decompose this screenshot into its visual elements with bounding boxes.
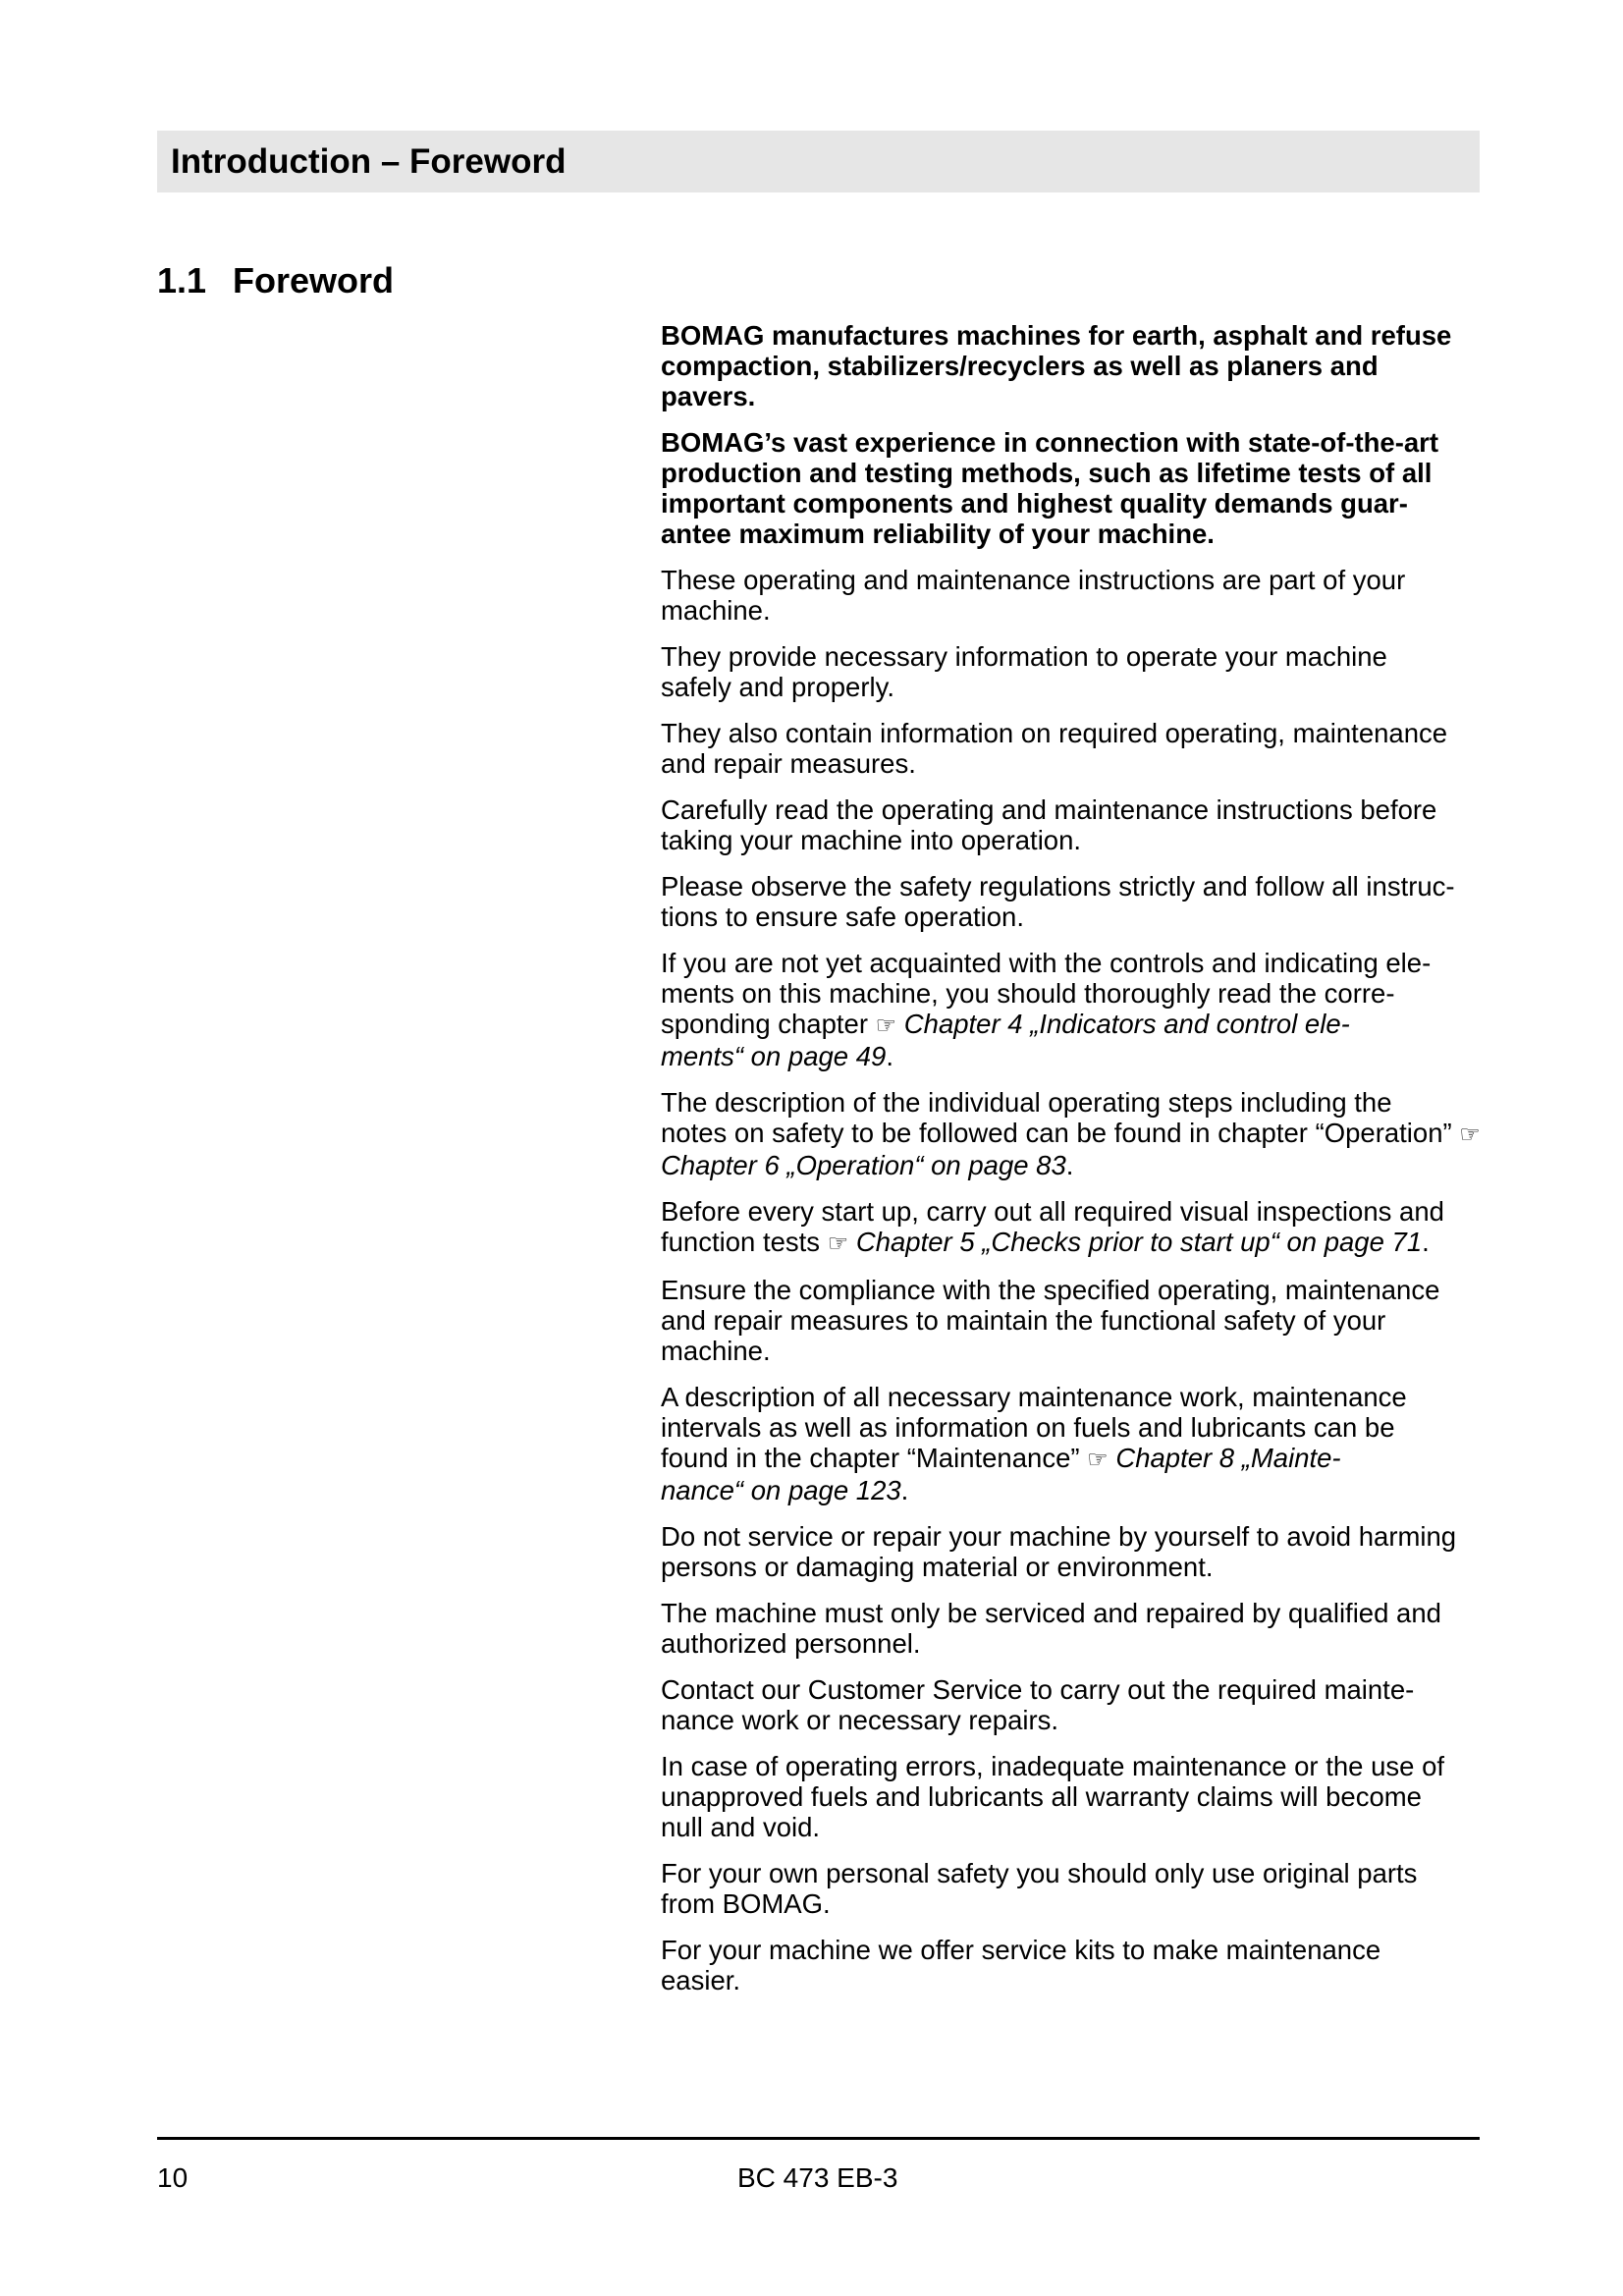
text-line: authorized personnel.	[661, 1628, 921, 1659]
body-paragraph	[661, 641, 1486, 702]
foreword-body	[661, 320, 1486, 2011]
page-number: 10	[157, 2162, 189, 2193]
text-line: easier.	[661, 1965, 741, 1995]
text-line: notes on safety to be followed can be found in chapter “Operation”	[661, 1118, 1452, 1148]
text-line: They also contain information on required operating, maintenance	[661, 718, 1448, 748]
section-heading	[157, 257, 394, 304]
reference-text: Chapter 8 „Mainte-	[1115, 1443, 1341, 1473]
body-paragraph	[661, 1521, 1486, 1582]
text-line: Contact our Customer Service to carry out the required mainte-	[661, 1674, 1415, 1705]
trailing-punctuation: .	[900, 1475, 909, 1505]
text-line: machine.	[661, 595, 771, 626]
trailing-punctuation: .	[1422, 1227, 1430, 1257]
text-line: In case of operating errors, inadequate maintenance or the use of	[661, 1751, 1445, 1781]
text-line: null and void.	[661, 1812, 821, 1842]
text-line: safely and properly.	[661, 672, 894, 702]
body-paragraph	[661, 871, 1486, 932]
text-line: persons or damaging material or environment.	[661, 1552, 1214, 1582]
hand-pointer-icon: ☞	[827, 1230, 849, 1257]
footer-divider	[157, 2137, 1480, 2140]
hand-pointer-icon: ☞	[1459, 1121, 1481, 1148]
text-line: ments on this machine, you should thoroughly read the corre-	[661, 978, 1395, 1009]
body-paragraph	[661, 1382, 1486, 1505]
text-line: machine.	[661, 1336, 771, 1366]
model-designation: BC 473 EB-3	[737, 2162, 898, 2193]
text-line: BOMAG manufactures machines for earth, asphalt and refuse	[661, 320, 1452, 351]
hand-pointer-icon: ☞	[1087, 1447, 1109, 1473]
section-number: 1.1	[157, 260, 207, 301]
body-paragraph	[661, 1674, 1486, 1735]
body-paragraph	[661, 320, 1486, 411]
body-paragraph	[661, 427, 1486, 549]
section-title: Foreword	[233, 260, 395, 301]
text-line: compaction, stabilizers/recyclers as well as planers and	[661, 351, 1379, 381]
trailing-punctuation: .	[1065, 1150, 1074, 1180]
page-header-title: Introduction – Foreword	[171, 142, 567, 181]
reference-text: nance“ on page 123	[661, 1475, 901, 1505]
text-line: Do not service or repair your machine by yourself to avoid harming	[661, 1521, 1457, 1552]
text-line: The machine must only be serviced and repaired by qualified and	[661, 1598, 1441, 1628]
body-paragraph	[661, 1598, 1486, 1659]
reference-text: Chapter 5 „Checks prior to start up“ on page 71	[855, 1227, 1423, 1257]
text-line: Please observe the safety regulations strictly and follow all instruc-	[661, 871, 1455, 902]
hand-pointer-icon: ☞	[875, 1012, 897, 1039]
text-line: sponding chapter	[661, 1009, 868, 1039]
reference-text: ments“ on page 49	[661, 1041, 887, 1071]
text-line: and repair measures to maintain the functional safety of your	[661, 1305, 1386, 1336]
text-line: A description of all necessary maintenance work, maintenance	[661, 1382, 1407, 1412]
chapter-cross-reference-link[interactable]	[828, 1227, 1422, 1257]
text-line: antee maximum reliability of your machine.	[661, 519, 1215, 549]
text-line: Ensure the compliance with the specified operating, maintenance	[661, 1275, 1440, 1305]
reference-text: Chapter 6 „Operation“ on page 83	[661, 1150, 1066, 1180]
text-line: unapproved fuels and lubricants all warranty claims will become	[661, 1781, 1422, 1812]
text-line: These operating and maintenance instructions are part of your	[661, 565, 1406, 595]
text-line: important components and highest quality demands guar-	[661, 488, 1408, 519]
body-paragraph	[661, 1087, 1486, 1180]
text-line: tions to ensure safe operation.	[661, 902, 1024, 932]
text-line: intervals as well as information on fuels and lubricants can be	[661, 1412, 1395, 1443]
text-line: BOMAG’s vast experience in connection with state-of-the-art	[661, 427, 1439, 458]
body-paragraph	[661, 1275, 1486, 1366]
text-line: found in the chapter “Maintenance”	[661, 1443, 1080, 1473]
body-paragraph	[661, 1935, 1486, 1995]
body-paragraph	[661, 948, 1486, 1071]
text-line: pavers.	[661, 381, 756, 411]
text-line: Before every start up, carry out all required visual inspections and	[661, 1196, 1444, 1227]
text-line: For your machine we offer service kits to make maintenance	[661, 1935, 1381, 1965]
text-line: function tests	[661, 1227, 821, 1257]
text-line: production and testing methods, such as lifetime tests of all	[661, 458, 1433, 488]
text-line: If you are not yet acquainted with the controls and indicating ele-	[661, 948, 1432, 978]
text-line: They provide necessary information to operate your machine	[661, 641, 1387, 672]
text-line: taking your machine into operation.	[661, 825, 1082, 855]
body-paragraph	[661, 1858, 1486, 1919]
header-bar	[157, 131, 1480, 192]
text-line: Carefully read the operating and maintenance instructions before	[661, 794, 1437, 825]
body-paragraph	[661, 1196, 1486, 1259]
body-paragraph	[661, 565, 1486, 626]
text-line: For your own personal safety you should only use original parts	[661, 1858, 1418, 1888]
body-paragraph	[661, 718, 1486, 779]
body-paragraph	[661, 1751, 1486, 1842]
text-line: nance work or necessary repairs.	[661, 1705, 1059, 1735]
text-line: The description of the individual operating steps including the	[661, 1087, 1392, 1118]
reference-text: Chapter 4 „Indicators and control ele-	[903, 1009, 1350, 1039]
body-paragraph	[661, 794, 1486, 855]
text-line: from BOMAG.	[661, 1888, 831, 1919]
text-line: and repair measures.	[661, 748, 916, 779]
trailing-punctuation: .	[886, 1041, 893, 1071]
